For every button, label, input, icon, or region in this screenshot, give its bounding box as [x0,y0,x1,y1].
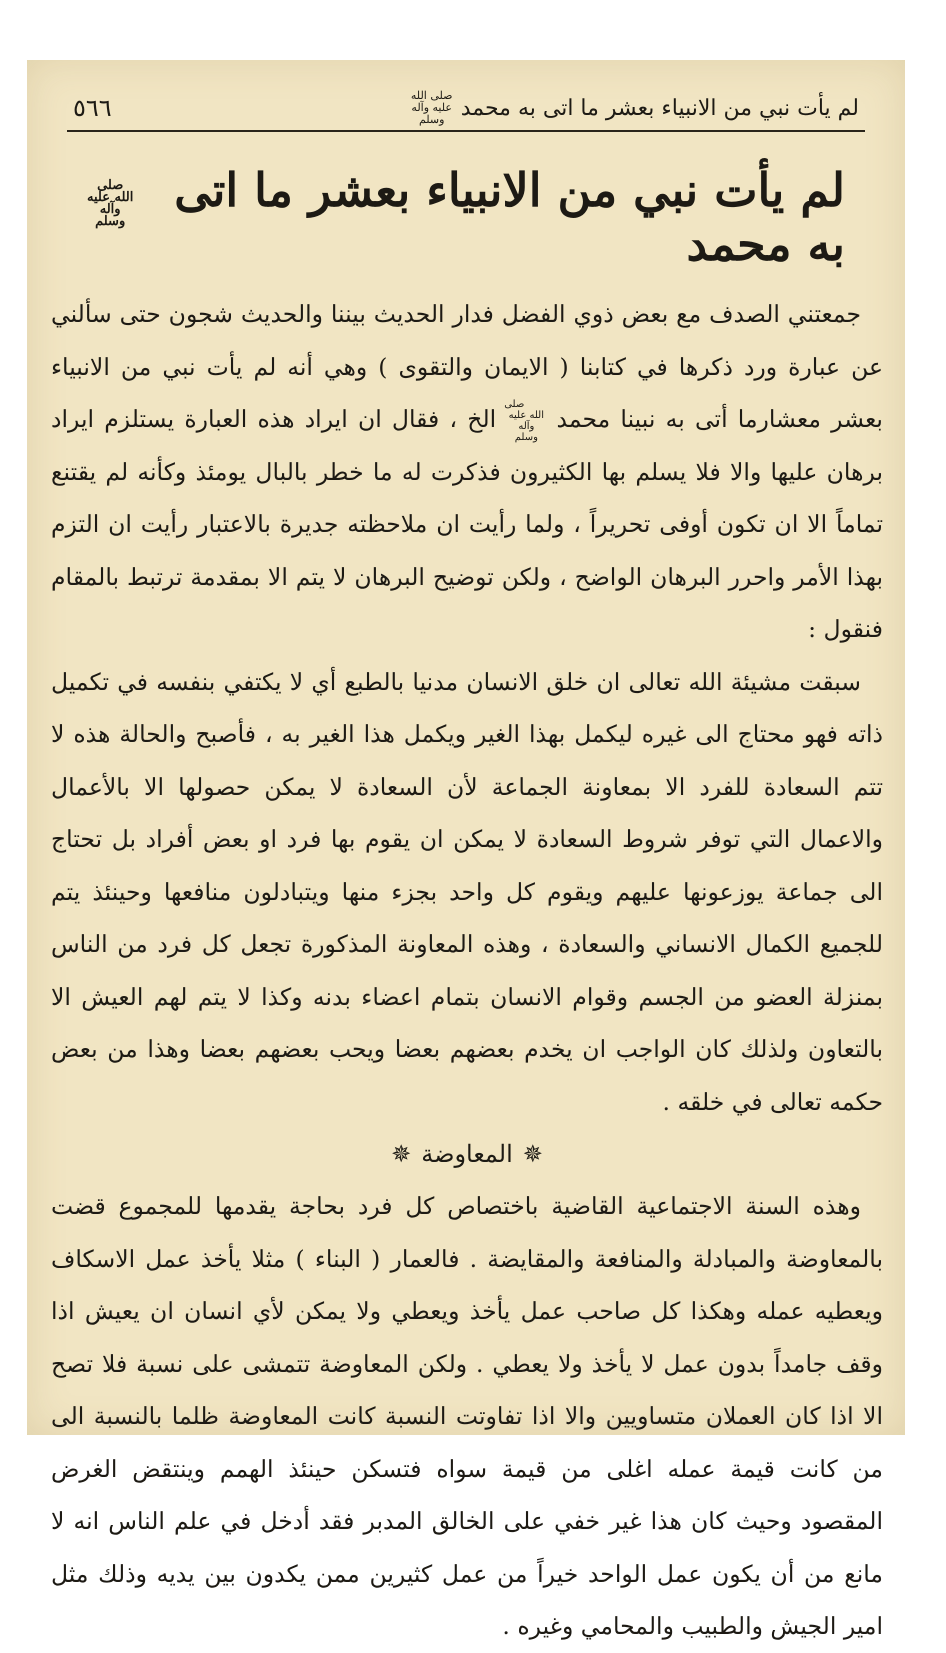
chapter-title [87,163,845,271]
running-header [67,86,865,132]
chapter-title-text: لم يأت نبي من الانبياء بعشر ما اتى به محمد [174,163,845,271]
ornament-star-icon: ✵ [522,1140,543,1168]
paragraph-2: سبقت مشيئة الله تعالى ان خلق الانسان مدنيا بالطبع أي لا يكتفي بنفسه في تكميل ذاته فهو محتاج الى غيره ليكمل بهذا الغير ويكمل هذا الغير به ، فأصبح والحالة هذه لا تتم السعادة للفرد الا بمعاونة الجماعة لأن السعادة لا يمكن حصولها الا بالأعمال والاعمال التي توفر شروط السعادة لا يمكن ان يقوم بها فرد او بعض أفراد بل تحتاج الى جماعة يوزعونها عليهم ويقوم كل واحد بجزء منها ويتبادلون منافعها وحينئذ يتم للجميع الكمال الانساني والسعادة ، وهذه المعاونة المذكورة تجعل كل فرد من الناس بمنزلة العضو من الجسم وقوام الانسان بتمام اعضاء بدنه وكذا لا يتم لهم العيش الا بالتعاون ولذلك كان الواجب ان يخدم بعضهم بعضا ويحب بعضهم بعضا وهذا من بعض حكمه تعالى في خلقه . [51,667,883,1116]
paragraph-3: وهذه السنة الاجتماعية القاضية باختصاص كل فرد بحاجة يقدمها للمجموع قضت بالمعاوضة والمبادلة والمنافعة والمقايضة . فالعمار ( البناء ) مثلا يأخذ عمل الاسكاف ويعطيه عمله وهكذا كل صاحب عمل يأخذ ويعطي ولا يمكن لأي انسان ان يعيش اذا وقف جامداً بدون عمل لا يأخذ ولا يعطي . ولكن المعاوضة تتمشى على نسبة فلا تصح الا اذا كان العملان متساويين والا اذا تفاوتت النسبة كانت المعاوضة ظلما بالنسبة الى من كانت قيمة عمله اغلى من قيمة سواه فتسكن حينئذ الهمم وينتقض الغرض المقصود وحيث كان هذا غير خفي على الخالق المدبر فقد أدخل في علم الناس انه لا مانع من أن يكون عمل الواحد خيراً من عمل كثيرين ممن يكدون بين يديه وذلك مثل امير الجيش والطبيب والمحامي وغيره . [51,1192,883,1640]
section-heading [51,1128,883,1180]
running-title-salawat: صلى الله عليه وآله وسلم [410,89,453,126]
chapter-title-salawat: صلى الله عليه وآله وسلم [87,178,134,229]
running-title-text: لم يأت نبي من الانبياء بعشر ما اتى به محمد [460,95,859,121]
paragraph-1-part-1: جمعتني الصدف مع بعض ذوي الفضل فدار الحديث بيننا والحديث شجون حتى سألني عن عبارة ورد ذكرها في كتابنا ( الايمان والتقوى ) وهي أنه لم يأت نبي من الانبياء بعشر معشارما أتى به نبينا محمد [51,300,883,433]
ornament-star-icon: ✵ [391,1140,412,1168]
paragraph-1 [51,288,883,656]
paragraph-1-salawat: صلى الله عليه وآله وسلم [504,398,545,443]
body-text [51,288,883,1653]
section-heading-text: المعاوضة [421,1140,513,1168]
paragraph-1-part-2: الخ ، فقال ان ايراد هذه العبارة يستلزم ايراد برهان عليها والا فلا يسلم بها الكثيرون فذكرت له ما خطر بالبال يومئذ وكأنه لم يقتنع تماماً الا ان تكون أوفى تحريراً ، ولما رأيت ان ملاحظته جديرة بالاعتبار رأيت ان التزم بهذا الأمر واحرر البرهان الواضح ، ولكن توضيح البرهان لا يتم الا بمقدمة ترتبط بالمقام فنقول : [51,405,883,643]
page-number: ٥٦٦ [73,94,112,122]
book-page [27,60,905,1640]
running-title [409,90,859,126]
